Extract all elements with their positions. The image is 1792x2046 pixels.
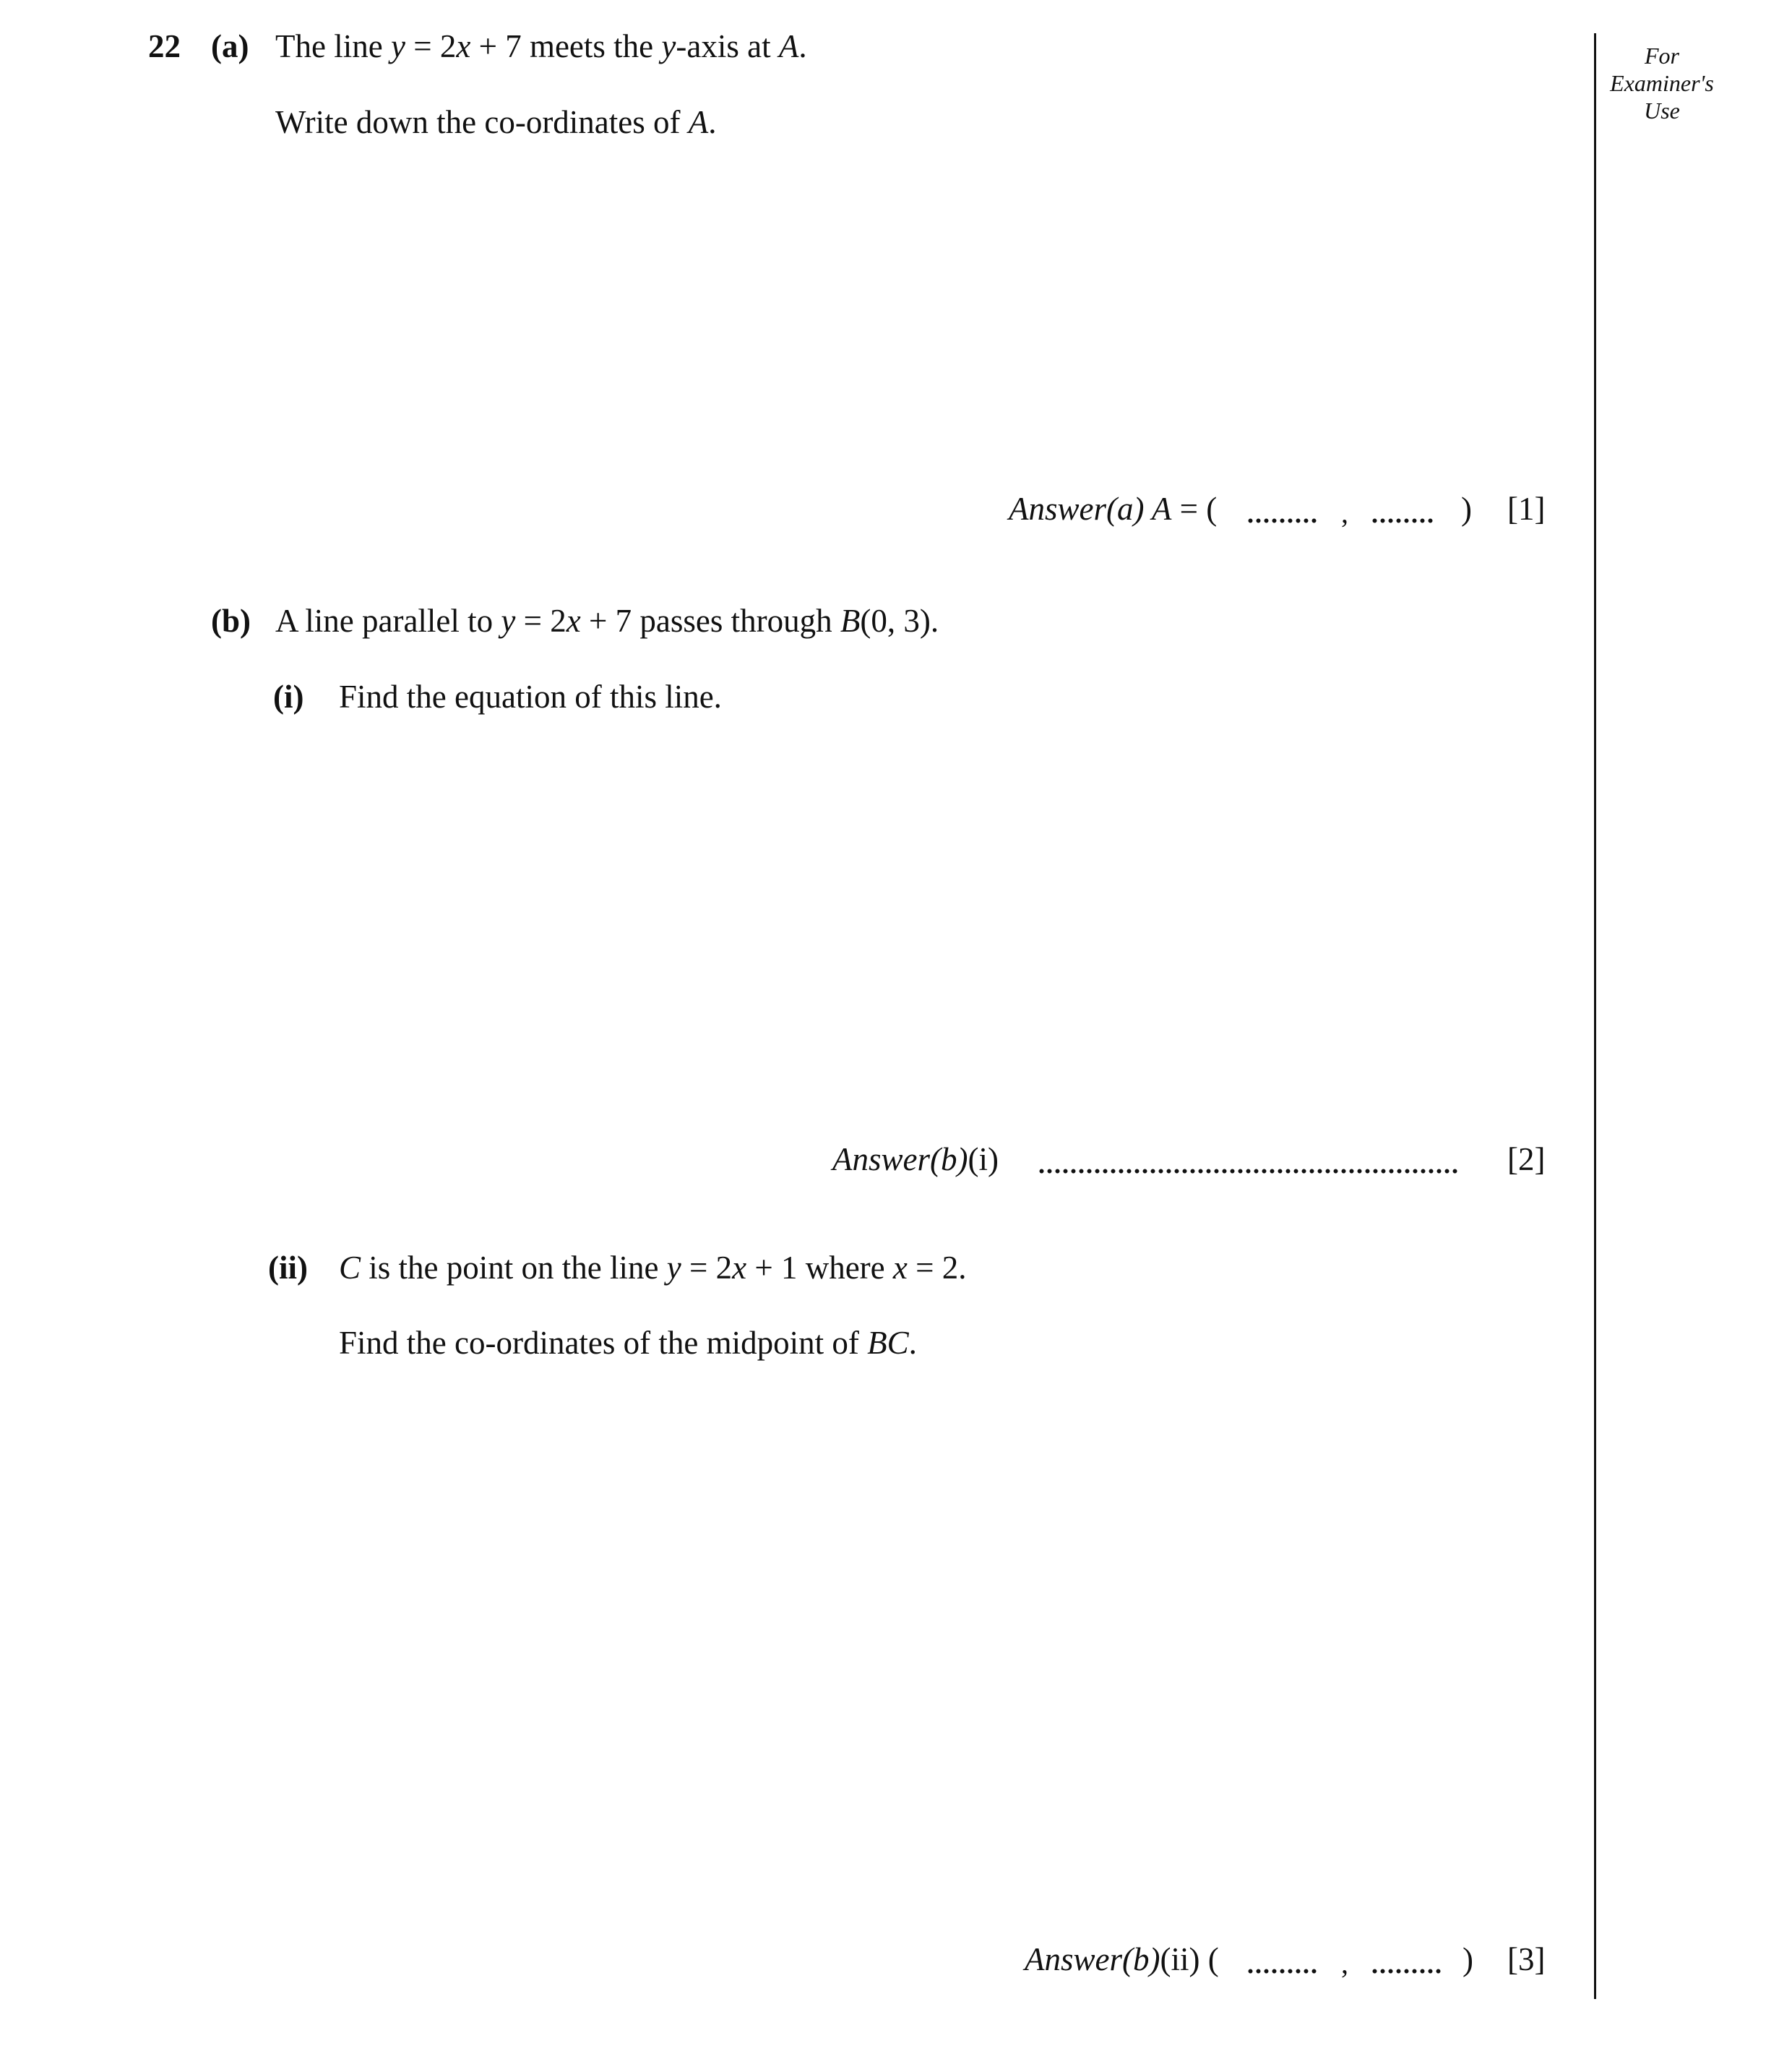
part-a-stem: The line y = 2x + 7 meets the y-axis at A.: [275, 28, 807, 64]
answer-b-i-marks: [2]: [1507, 1141, 1546, 1177]
part-a-task: Write down the co-ordinates of A.: [275, 104, 717, 140]
answer-b-ii-comma: ,: [1341, 1947, 1348, 1980]
part-b-ii-task: Find the co-ordinates of the midpoint of BC.: [339, 1325, 917, 1361]
answer-a-close-paren: ): [1461, 491, 1472, 527]
examiner-label-line-3: Use: [1644, 98, 1680, 124]
answer-a-x-dotted-field[interactable]: [1246, 518, 1319, 523]
part-b-label: (b): [211, 603, 251, 639]
part-a-label: (a): [211, 28, 249, 64]
examiner-margin-rule: [1594, 33, 1596, 1999]
answer-a-marks: [1]: [1507, 491, 1546, 527]
answer-b-ii-label: Answer(b)(ii) (: [1025, 1941, 1219, 1977]
part-b-i-text: Find the equation of this line.: [339, 679, 722, 715]
answer-b-i-dotted-field[interactable]: [1038, 1169, 1460, 1174]
examiner-use-label: [1582, 42, 1741, 124]
answer-b-ii-close-paren: ): [1463, 1941, 1473, 1977]
answer-a-y-dotted-field[interactable]: [1371, 518, 1435, 523]
answer-b-i-label: Answer(b)(i): [832, 1141, 999, 1177]
answer-b-ii-y-dotted-field[interactable]: [1371, 1969, 1443, 1974]
question-number: 22: [148, 28, 181, 64]
answer-a-comma: ,: [1341, 497, 1348, 529]
answer-b-ii-x-dotted-field[interactable]: [1246, 1969, 1319, 1974]
answer-a-label: Answer(a) A = (: [1009, 491, 1218, 527]
examiner-label-line-2: Examiner's: [1610, 70, 1714, 96]
part-b-ii-text: C is the point on the line y = 2x + 1 where x = 2.: [339, 1250, 967, 1286]
part-b-ii-label: (ii): [268, 1250, 308, 1286]
examiner-label-line-1: For: [1645, 43, 1679, 69]
part-b-stem: A line parallel to y = 2x + 7 passes through B(0, 3).: [275, 603, 939, 639]
answer-b-ii-marks: [3]: [1507, 1941, 1546, 1977]
part-b-i-label: (i): [273, 679, 304, 715]
